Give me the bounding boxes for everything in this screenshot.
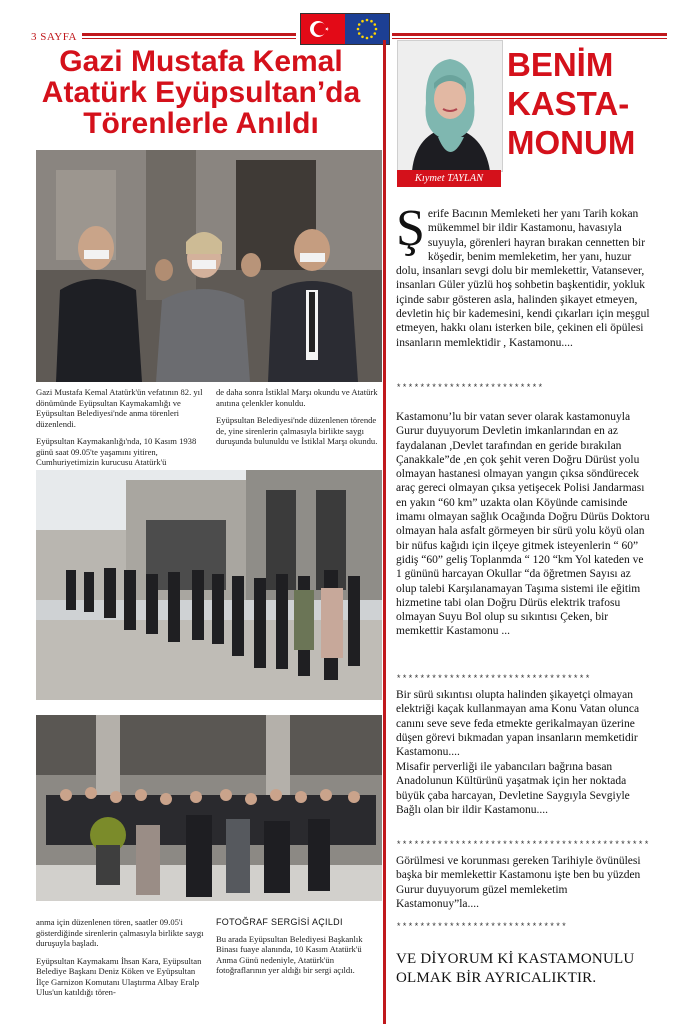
page-number: 3 SAYFA xyxy=(31,31,77,43)
column-paragraph-4 xyxy=(396,760,652,817)
separator-stars: ***************************** xyxy=(396,922,568,932)
header-rule-right-thin xyxy=(392,38,667,39)
news-paragraph: Gazi Mustafa Kemal Atatürk'ün vefatının 82. yıl dönümünde Eyüpsultan Kaymakamlığı ve Eyüpsultan Belediyesi'nde anma törenleri düzenlendi. xyxy=(36,387,203,429)
column-paragraph-1 xyxy=(396,200,652,379)
separator-stars: ******************************************* xyxy=(396,840,650,850)
column-closing-line: VE DİYORUM Kİ KASTAMONULU OLMAK BİR AYRICALIKTIR. xyxy=(396,951,635,986)
article-text: erife Bacının Memleketi her yanı Tarih kokan mükemmel bir ildir Kastamonu, havasıyla suyuyla, görenleri hayran bırakan cennetten bir köşedir, benim memleketim, her yanı, huzur dolu, insanları sevgi dolu bir memlekettir, Vatansever, insanları Güler yüzlü hoş sohbetin başkentidir, yokluk içinde sabır gösteren asla, halinden şikayet etmeyen, devletin hiç bir kademesini, kendi çıkarları için meşgul etmeyen, hakkı olanı isterken bile, çekinen eli öpülesi insanların memlektidir , Kastamonu.... xyxy=(396,208,650,349)
news-paragraph: Bu arada Eyüpsultan Belediyesi Başkanlık Binası fuaye alanında, 10 Kasım Atatürk'ü Anma Günü nedeniyle, Atatürk'ün fotoğraflarının yer aldığı bir sergi açıldı. xyxy=(216,933,363,975)
column-paragraph-5 xyxy=(396,854,652,911)
header-rule-left-thin xyxy=(82,38,296,39)
column-divider xyxy=(383,40,386,1024)
column-paragraph-2 xyxy=(396,410,652,639)
news-subheading: FOTOĞRAF SERGİSİ AÇILDI xyxy=(216,917,343,927)
column-paragraph-3 xyxy=(396,688,652,759)
news-caption-2-col2 xyxy=(216,917,382,983)
article-text: Görülmesi ve korunması gereken Tarihiyle övünülesi başka bir memlekettir Kastamonu işte ben bu yüzden Gurur duyuyorum güzel memleketim Kastamonuy”la.... xyxy=(396,855,641,910)
news-caption-1-col2 xyxy=(216,387,382,454)
separator-stars: ************************* xyxy=(396,383,544,393)
news-caption-2-col1 xyxy=(36,917,206,1005)
ceremony-photo-building xyxy=(36,470,382,700)
news-headline: Gazi Mustafa Kemal Atatürk Eyüpsultan’da Törenlerle Anıldı xyxy=(41,45,361,140)
news-paragraph: Eyüpsultan Belediyesi'nde düzenlenen törende de, yine sirenlerin çalmasıyla birlikte saygı duruşunda bulunuldu ve İstiklal Marşı okundu. xyxy=(216,415,378,446)
news-paragraph: Eyüpsultan Kaymakamı İhsan Kara, Eyüpsultan Belediye Başkanı Deniz Köken ve Eyüpsultan İlçe Garnizon Komutanı Ulaştırma Albay Eralp Ulus'un katıldığı tören- xyxy=(36,955,202,997)
author-portrait xyxy=(397,40,503,172)
separator-stars: ********************************* xyxy=(396,674,591,684)
ceremony-photo-crowd xyxy=(36,715,382,901)
column-title: BENİM KASTA-MONUM xyxy=(507,46,636,161)
header-logo-flags xyxy=(300,13,390,45)
news-paragraph: de daha sonra İstiklal Marşı okundu ve Atatürk anıtına çelenkler konuldu. xyxy=(216,387,378,408)
header-rule-right xyxy=(392,33,667,36)
ceremony-photo-officials xyxy=(36,150,382,382)
author-name: Kıymet TAYLAN xyxy=(397,170,501,187)
news-paragraph: anma için düzenlenen tören, saatler 09.05'i gösterdiğinde sirenlerin çalmasıyla birlikte saygı duruşuyla başladı. xyxy=(36,917,204,948)
news-paragraph: Eyüpsultan Kaymakanlığı'nda, 10 Kasım 1938 günü saat 09.05'te yaşamını yitiren, Cumhuriyetimizin kurucusu Atatürk'ü xyxy=(36,436,197,467)
dropcap-letter: Ş xyxy=(396,200,425,257)
article-text: Misafir perverliği ile yabancıları bağrına basan Anadolunun Kültürünü yaşatmak için her noktada büyük çaba harcayan, Devletine Saygıyla Sevgiyle Bağlı olan bir ildir Kastamonu.... xyxy=(396,761,630,816)
article-text: Bir sürü sıkıntısı olupta halinden şikayetçi olmayan elektriği kaçak kullanmayan ama Konu Vatan olunca canını seve seve feda etmekte gerikalmayan üzerine düşen görevi bıkmadan yapan insanların memketidir Kastamonu.... xyxy=(396,689,640,759)
article-text: Kastamonu’lu bir vatan sever olarak kastamonuyla Gurur duyuyorum Devletin imkanlarından en az faydalanan ,Devlet tarafından en geride bırakılan Çanakkale”de ,en çok şehit veren Doğru Dürüst yolu olmayan hastanesi olmayan yangın çıksa söndürecek araç gereci olmayan çıksa yetişecek Polisi Jandarması en yakın “60 km” uzakta olan Köyünde camisinde imamı olmayan sağlık Ocağında Doğru Dürüs Doktoru olmayan hala asfalt görmeyen bir sürü yolu köyü olan bir nüfus kağıdı için ilçeye gitmek isteyenlerin “ 60” gidiş “60” geliş Toplanmda “ 120 “km Yol kateden ve 1 gününü harcayan Okullar “da öğretmen Sayısı az olup talebi Karşılanamayan Taşıma sistemi ile eğitim hizmetine tabi olan Doğru Dürüs elektrik trafosu olmayan Suyu Bol olup su sıkıntısı Çeken, bir memkettir Kastamonu ... xyxy=(396,411,650,638)
header-rule-left xyxy=(82,33,296,36)
turkish-flag-icon xyxy=(301,14,345,44)
news-caption-1-col1 xyxy=(36,387,206,475)
